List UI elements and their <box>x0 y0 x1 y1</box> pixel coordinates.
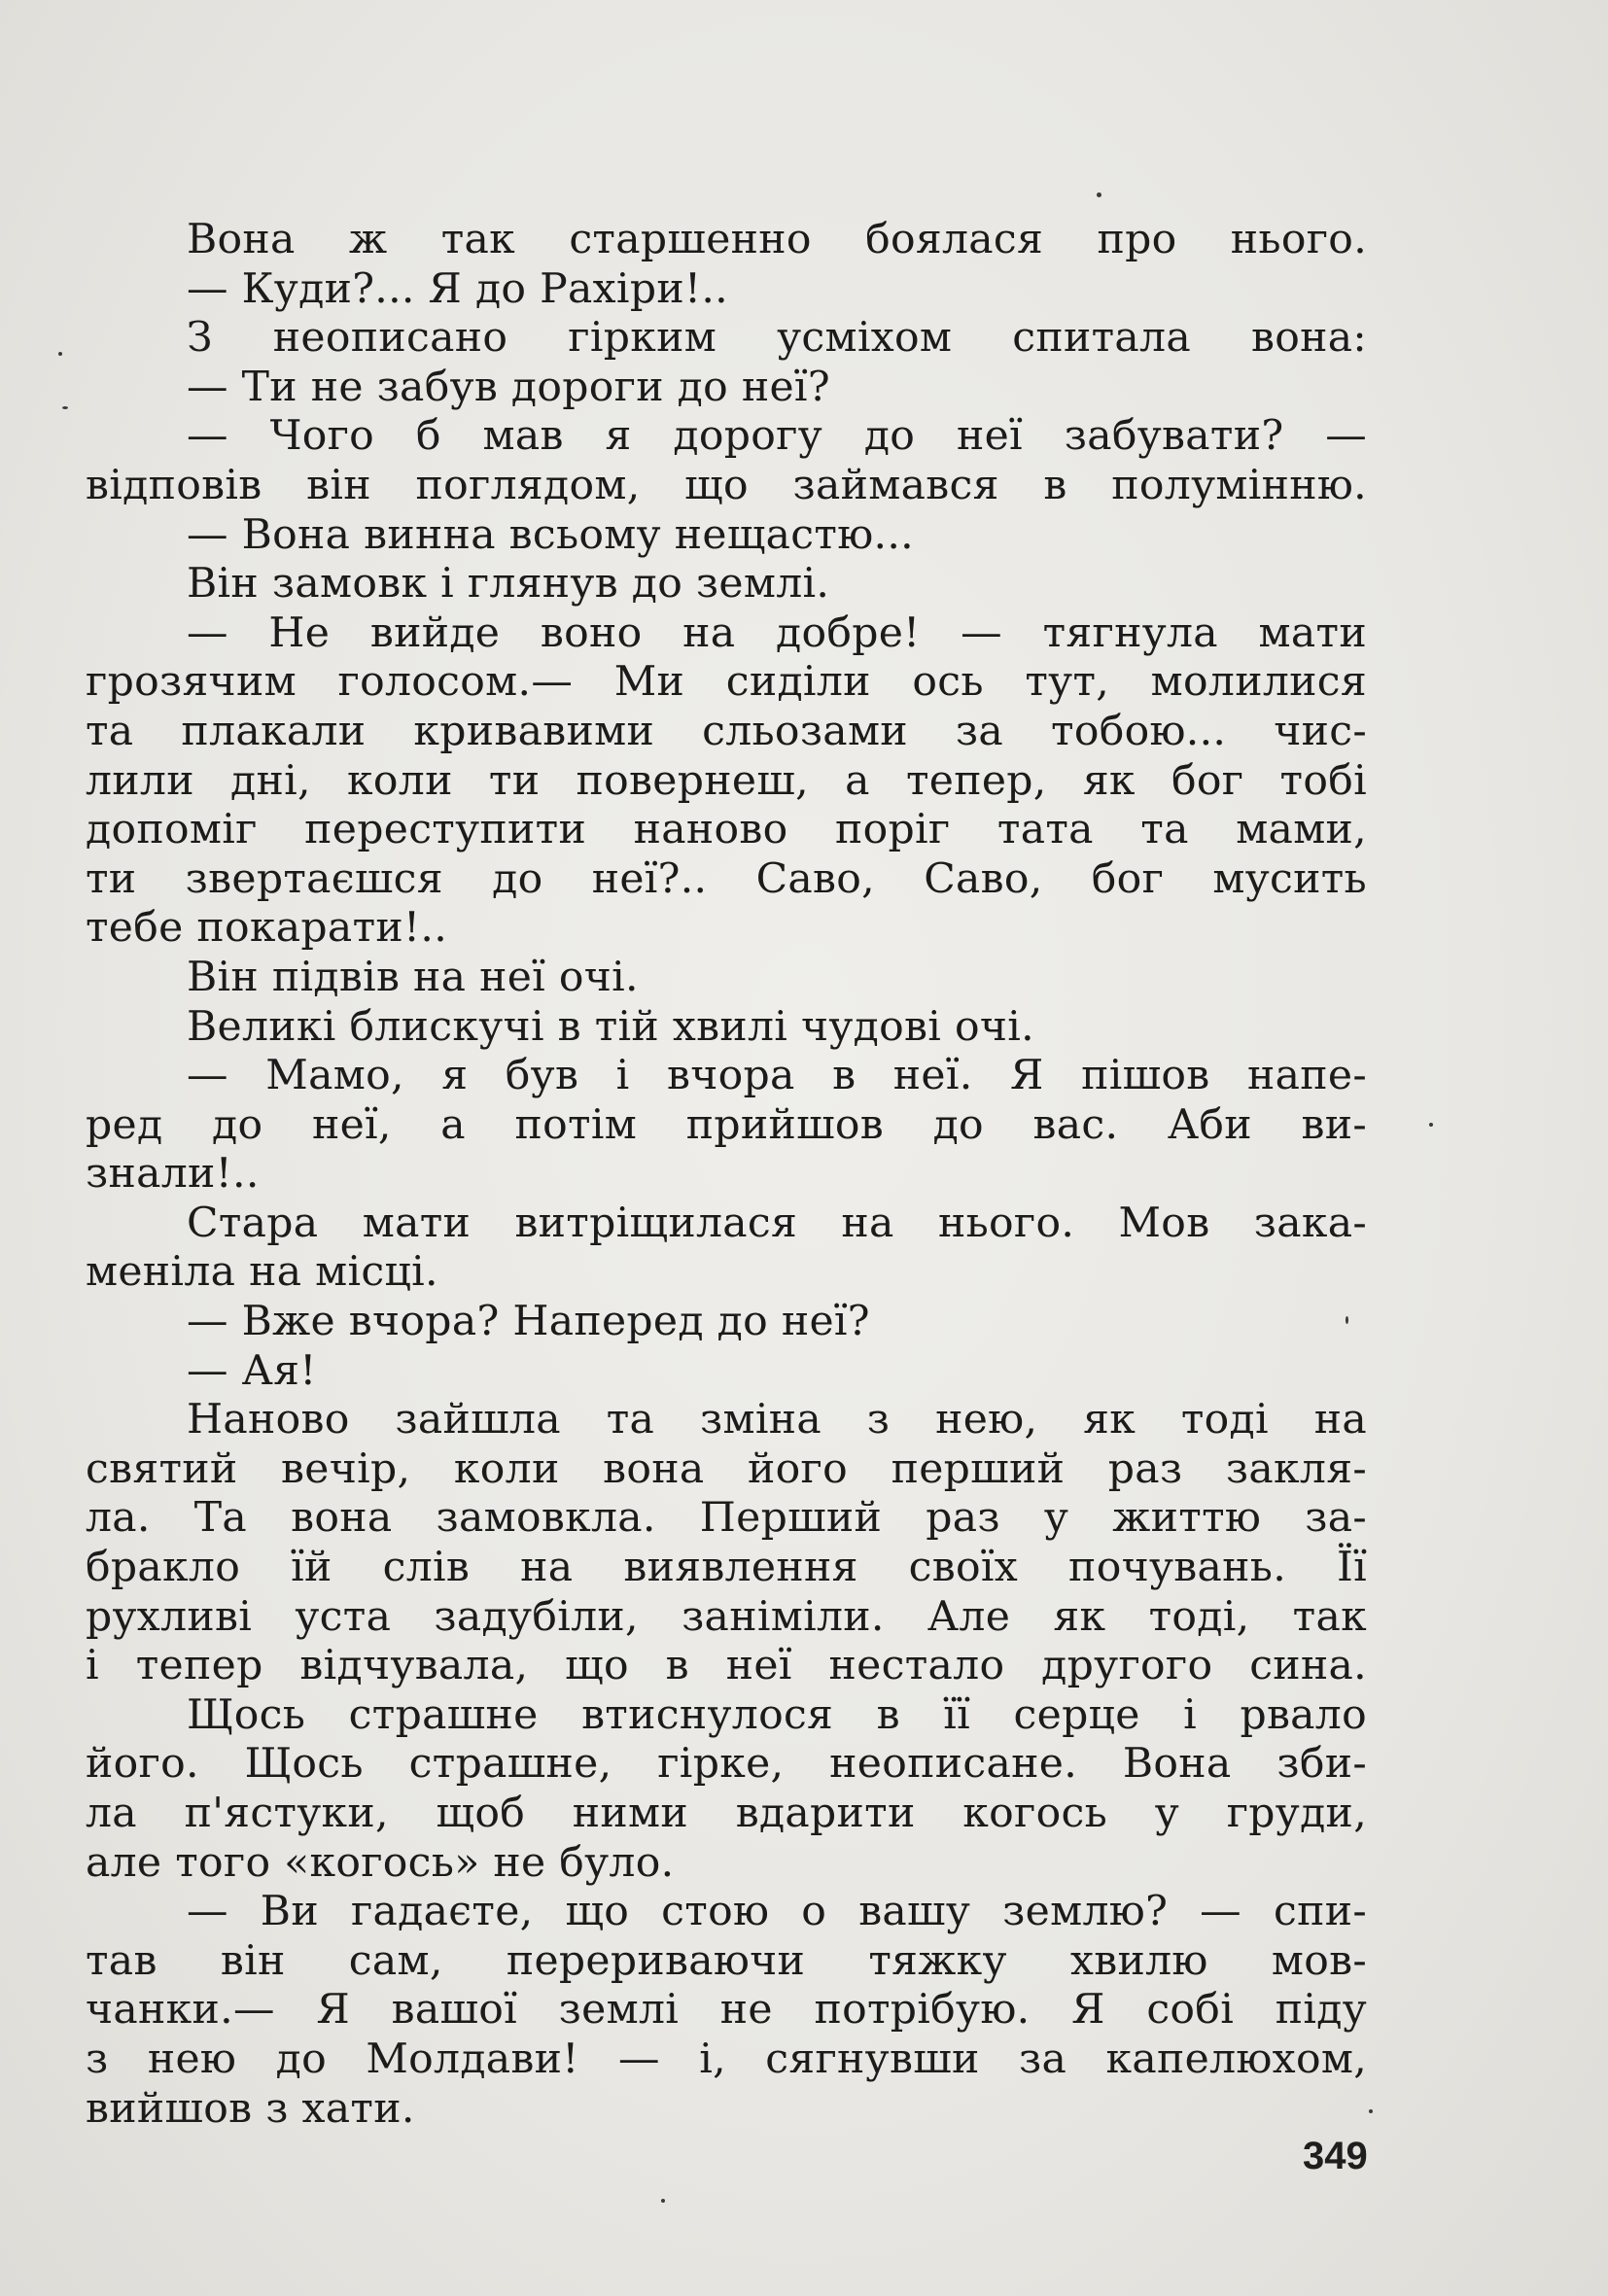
text-line-22: меніла на місці. <box>86 1248 438 1297</box>
text-line-20: знали!.. <box>86 1150 260 1199</box>
text-line-2: — Куди?... Я до Рахіри!.. <box>187 264 728 313</box>
text-line-13: допоміг переступити наново поріг тата та мами, <box>86 806 1367 854</box>
text-line-31: Щось страшне втиснулося в її серце і рвало <box>187 1690 1367 1739</box>
print-speck <box>62 406 68 409</box>
print-speck <box>1429 1123 1433 1127</box>
text-line-1: Вона ж так старшенно боялася про нього. <box>187 216 1367 263</box>
text-line-34: але того «когось» не було. <box>86 1838 675 1887</box>
print-speck <box>661 2199 665 2203</box>
text-line-32: його. Щось страшне, гірке, неописане. Вона зби- <box>86 1740 1367 1789</box>
text-line-38: з нею до Молдави! — і, сягнувши за капелюхом, <box>86 2035 1367 2083</box>
text-line-9: — Не вийде воно на добре! — тягнула мати <box>187 609 1367 657</box>
text-line-27: ла. Та вона замовкла. Перший раз у життю за- <box>86 1494 1367 1543</box>
text-line-18: — Мамо, я був і вчора в неї. Я пішов напе- <box>187 1052 1367 1100</box>
print-speck <box>58 352 62 356</box>
print-speck <box>1346 1316 1348 1324</box>
text-line-30: і тепер відчувала, що в неї нестало другого сина. <box>86 1642 1367 1690</box>
page-number: 349 <box>1303 2135 1368 2177</box>
body-text <box>86 216 1367 2134</box>
text-line-36: тав він сам, перериваючи тяжку хвилю мов- <box>86 1936 1367 1985</box>
text-line-5: — Чого б мав я дорогу до неї забувати? — <box>187 412 1367 461</box>
text-line-4: — Ти не забув дороги до неї? <box>187 363 830 411</box>
text-line-8: Він замовк і глянув до землі. <box>187 560 830 609</box>
text-line-37: чанки.— Я вашої землі не потрібую. Я собі піду <box>86 1986 1367 2035</box>
text-line-19: ред до неї, а потім прийшов до вас. Аби ви- <box>86 1100 1367 1149</box>
text-line-35: — Ви гадаєте, що стою о вашу землю? — спи- <box>187 1888 1367 1936</box>
text-line-16: Він підвів на неї очі. <box>187 953 639 1001</box>
text-line-29: рухливі уста задубіли, заніміли. Але як тоді, так <box>86 1592 1367 1641</box>
text-line-39: вийшов з хати. <box>86 2084 415 2133</box>
text-line-21: Стара мати витріщилася на нього. Мов зака- <box>187 1199 1367 1247</box>
text-line-17: Великі блискучі в тій хвилі чудові очі. <box>187 1002 1034 1051</box>
text-line-11: та плакали кривавими сльозами за тобою... чис- <box>86 707 1367 755</box>
text-line-3: З неописано гірким усміхом спитала вона: <box>187 314 1367 363</box>
print-speck <box>1369 2109 1373 2113</box>
text-line-10: грозячим голосом.— Ми сиділи ось тут, молилися <box>86 658 1367 707</box>
text-line-33: ла п'ястуки, щоб ними вдарити когось у груди, <box>86 1790 1367 1837</box>
text-line-15: тебе покарати!.. <box>86 904 448 953</box>
text-line-6: відповів він поглядом, що займався в полумінню. <box>86 461 1367 509</box>
text-line-12: лили дні, коли ти повернеш, а тепер, як бог тобі <box>86 756 1367 805</box>
text-line-28: бракло їй слів на виявлення своїх почувань. Її <box>86 1544 1367 1592</box>
text-line-25: Наново зайшла та зміна з нею, як тоді на <box>187 1396 1367 1444</box>
text-line-14: ти звертаєшся до неї?.. Саво, Саво, бог мусить <box>86 854 1367 903</box>
text-line-7: — Вона винна всьому нещастю... <box>187 510 914 559</box>
text-line-26: святий вечір, коли вона його перший раз закля- <box>86 1444 1367 1493</box>
text-line-23: — Вже вчора? Наперед до неї? <box>187 1298 870 1346</box>
text-line-24: — Ая! <box>187 1346 317 1395</box>
print-speck <box>1097 192 1101 197</box>
